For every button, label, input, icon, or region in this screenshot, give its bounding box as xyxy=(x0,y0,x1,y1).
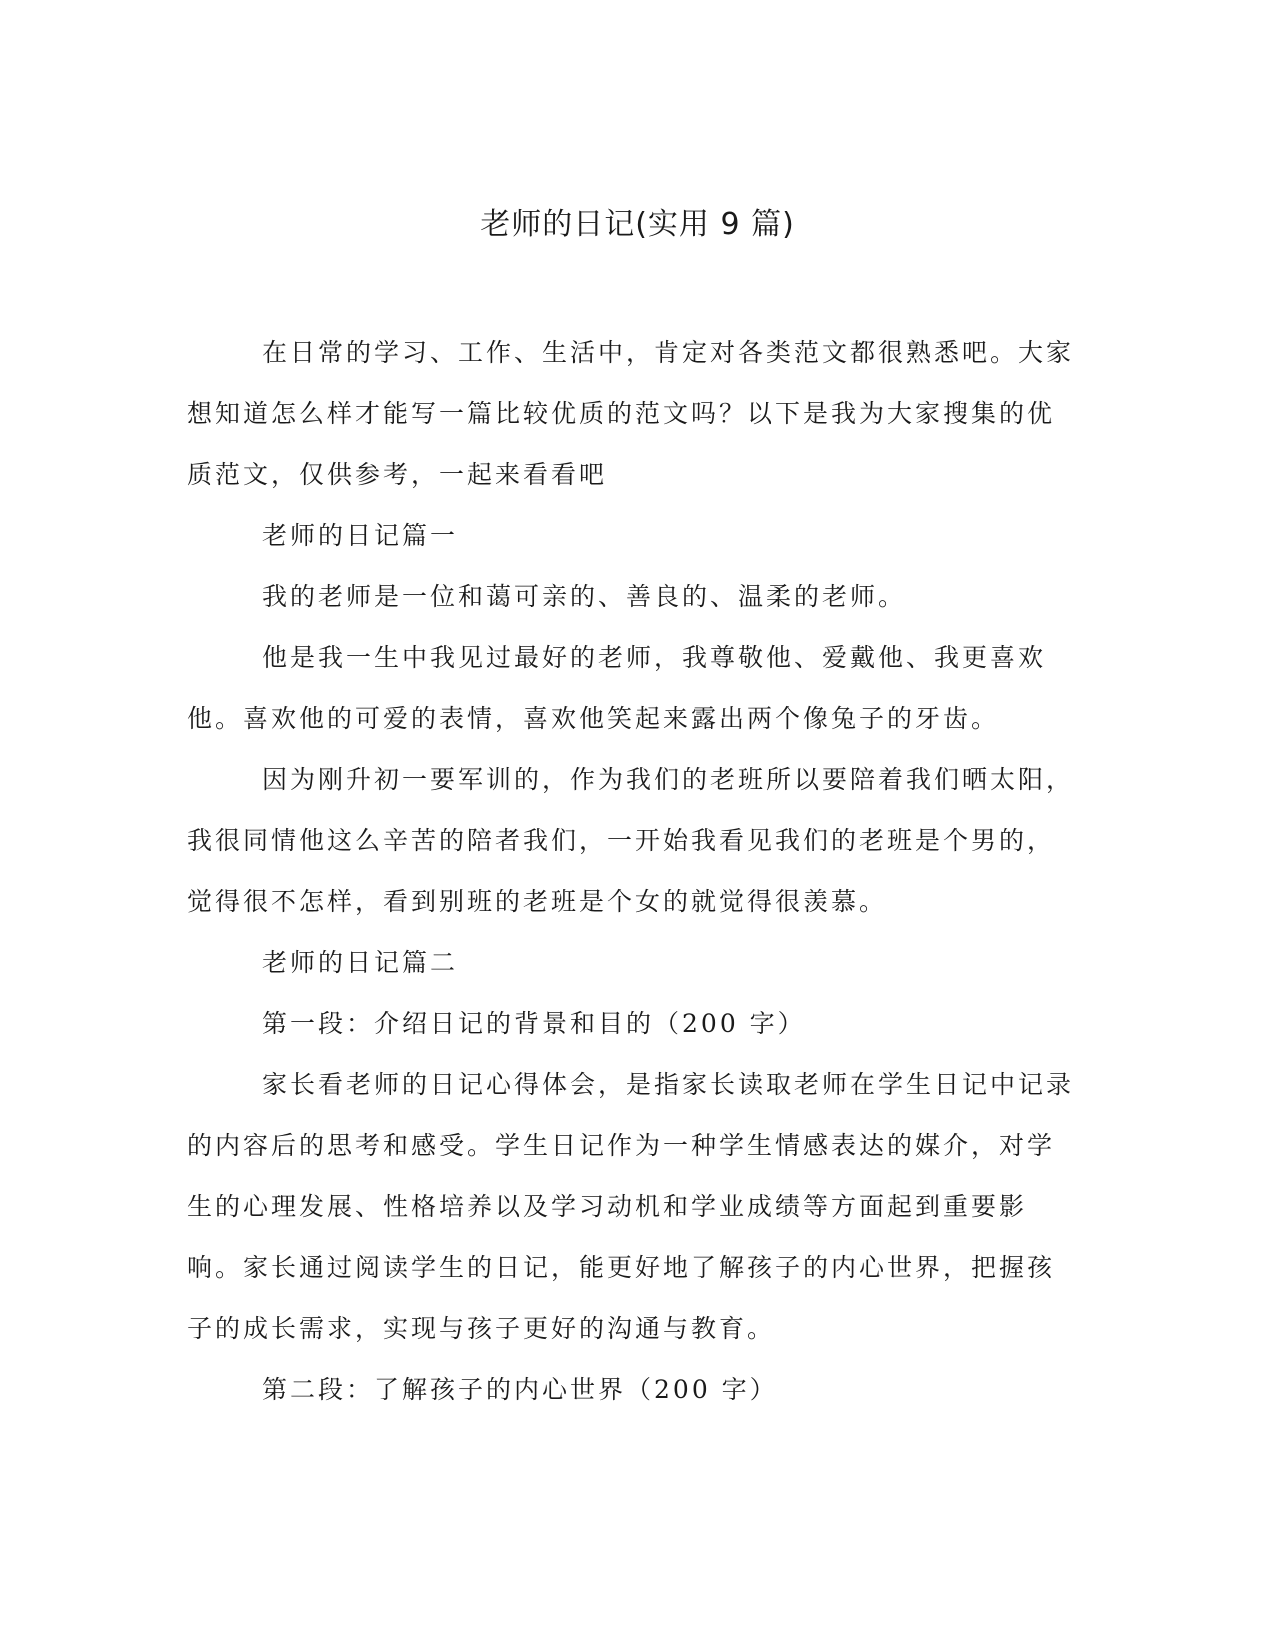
paragraph: 家长看老师的日记心得体会，是指家长读取老师在学生日记中记录的内容后的思考和感受。学生日记作为一种学生情感表达的媒介，对学生的心理发展、性格培养以及学习动机和学业成绩等方面起到重要影响。家长通过阅读学生的日记，能更好地了解孩子的内心世界，把握孩子的成长需求，实现与孩子更好的沟通与教育。 xyxy=(187,1070,1075,1343)
document-body xyxy=(187,322,1077,1420)
paragraph: 因为刚升初一要军训的，作为我们的老班所以要陪着我们晒太阳，我很同情他这么辛苦的陪者我们，一开始我看见我们的老班是个男的，觉得很不怎样，看到别班的老班是个女的就觉得很羡慕。 xyxy=(187,765,1075,916)
subheading: 第一段：介绍日记的背景和目的（200 字） xyxy=(262,1009,806,1038)
section-heading-1: 老师的日记篇一 xyxy=(262,521,459,550)
document-title: 老师的日记(实用 9 篇) xyxy=(480,207,795,242)
paragraph: 我的老师是一位和蔼可亲的、善良的、温柔的老师。 xyxy=(262,582,907,611)
intro-paragraph: 在日常的学习、工作、生活中，肯定对各类范文都很熟悉吧。大家想知道怎么样才能写一篇比较优质的范文吗？以下是我为大家搜集的优质范文，仅供参考，一起来看看吧 xyxy=(187,338,1075,489)
section-heading-2: 老师的日记篇二 xyxy=(262,948,459,977)
paragraph: 他是我一生中我见过最好的老师，我尊敬他、爱戴他、我更喜欢他。喜欢他的可爱的表情，喜欢他笑起来露出两个像兔子的牙齿。 xyxy=(187,643,1047,733)
subheading: 第二段：了解孩子的内心世界（200 字） xyxy=(262,1375,778,1404)
